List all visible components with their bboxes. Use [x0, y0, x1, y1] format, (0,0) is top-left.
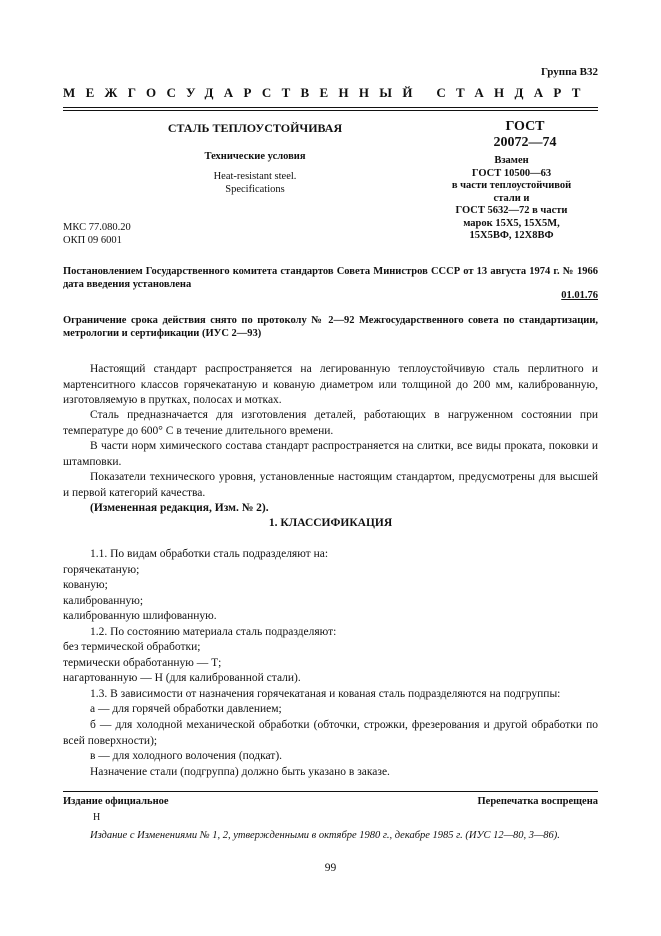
list-item: калиброванную;: [63, 595, 144, 607]
list-item: термически обработанную — Т;: [63, 657, 222, 669]
amendment-note: (Измененная редакция, Изм. № 2).: [90, 502, 269, 514]
list-item: а — для горячей обработки давлением;: [90, 703, 282, 715]
english-subtitle: Specifications: [225, 184, 285, 195]
clause-1-1: 1.1. По видам обработки сталь подразделяют на:: [90, 548, 329, 560]
replaces-line: в части теплоустойчивой: [451, 180, 572, 191]
replaces-line: марок 15Х5, 15Х5М,: [463, 217, 560, 229]
reprint-notice: Перепечатка воспрещена: [477, 796, 598, 807]
english-title: Heat-resistant steel.: [213, 171, 297, 182]
okp-code: ОКП 09 6001: [63, 234, 122, 246]
intro-paragraph: Показатели технического уровня, установленные настоящим стандартом, предусмотрены для высшей и первой категорий качества.: [63, 471, 598, 499]
header-rule-top: [63, 107, 598, 108]
header-rule-bottom: [63, 110, 598, 111]
replaces-line: 15Х5ВФ, 12Х8ВФ: [469, 230, 554, 241]
intro-paragraph: Настоящий стандарт распространяется на легированную теплоустойчивую сталь перлитного и мартенситного классов горячекатаную и кованую диаметром или толщиной до 200 мм, калиброванную, изготовляемую в прутках, полосах и мотках.: [63, 363, 598, 406]
standard-banner: МЕЖГОСУДАРСТВЕННЫЙ СТАНДАРТ: [63, 85, 591, 100]
gost-label: ГОСТ: [505, 119, 545, 134]
intro-paragraph: Сталь предназначается для изготовления деталей, работающих в нагруженном состоянии при температуре до 600° С в течение длительного времени.: [63, 409, 598, 437]
purpose-note: Назначение стали (подгруппа) должно быть указано в заказе.: [90, 766, 390, 778]
gost-designation: [445, 119, 605, 151]
mks-code: МКС 77.080.20: [63, 222, 131, 233]
replaces-line: Взамен: [494, 155, 529, 166]
edition-label: Издание официальное: [63, 796, 169, 807]
limit-note: Ограничение срока действия снято по протоколу № 2—92 Межгосударственного совета по стандартизации, метрологии и сертификации (ИУС 2—93): [63, 315, 598, 339]
list-item: в — для холодного волочения (подкат).: [90, 750, 283, 762]
page-number: 99: [324, 862, 337, 874]
list-item: нагартованную — Н (для калиброванной стали).: [63, 672, 301, 684]
replaces-line: ГОСТ 5632—72 в части: [455, 205, 568, 216]
footer-rule: [63, 791, 598, 792]
list-item: калиброванную шлифованную.: [63, 610, 217, 622]
clause-1-2: 1.2. По состоянию материала сталь подразделяют:: [90, 626, 337, 638]
document-subtitle: Технические условия: [204, 151, 306, 162]
section-heading: 1. КЛАССИФИКАЦИЯ: [268, 517, 393, 529]
effective-date: 01.01.76: [561, 290, 598, 301]
edition-history: Издание с Изменениями № 1, 2, утвержденными в октябре 1980 г., декабре 1985 г. (ИУС 12—80, 3—86).: [90, 830, 560, 841]
clause-1-3: 1.3. В зависимости от назначения горячекатаная и кованая сталь подразделяются на подгруппы:: [90, 688, 561, 700]
replaces-block: [425, 155, 598, 243]
group-code: Группа В32: [540, 66, 598, 78]
document-title: СТАЛЬ ТЕПЛОУСТОЙЧИВАЯ: [167, 121, 343, 135]
classification-codes: [63, 222, 131, 247]
decree-text: Постановлением Государственного комитета стандартов Совета Министров СССР от 13 августа 1974 г. № 1966 дата введения установлена: [63, 266, 598, 290]
replaces-line: стали и: [493, 192, 530, 204]
edition-mark: Н: [93, 812, 101, 823]
replaces-line: ГОСТ 10500—63: [471, 167, 552, 179]
list-item: кованую;: [63, 579, 108, 591]
list-item: горячекатаную;: [63, 564, 140, 576]
intro-paragraph: В части норм химического состава стандарт распространяется на слитки, все виды проката, поковки и штамповки.: [63, 440, 598, 468]
gost-number: 20072—74: [493, 135, 557, 150]
list-item: б — для холодной механической обработки (обточки, строжки, фрезерования и другой обработки по всей поверхности);: [63, 719, 598, 747]
list-item: без термической обработки;: [63, 641, 201, 653]
